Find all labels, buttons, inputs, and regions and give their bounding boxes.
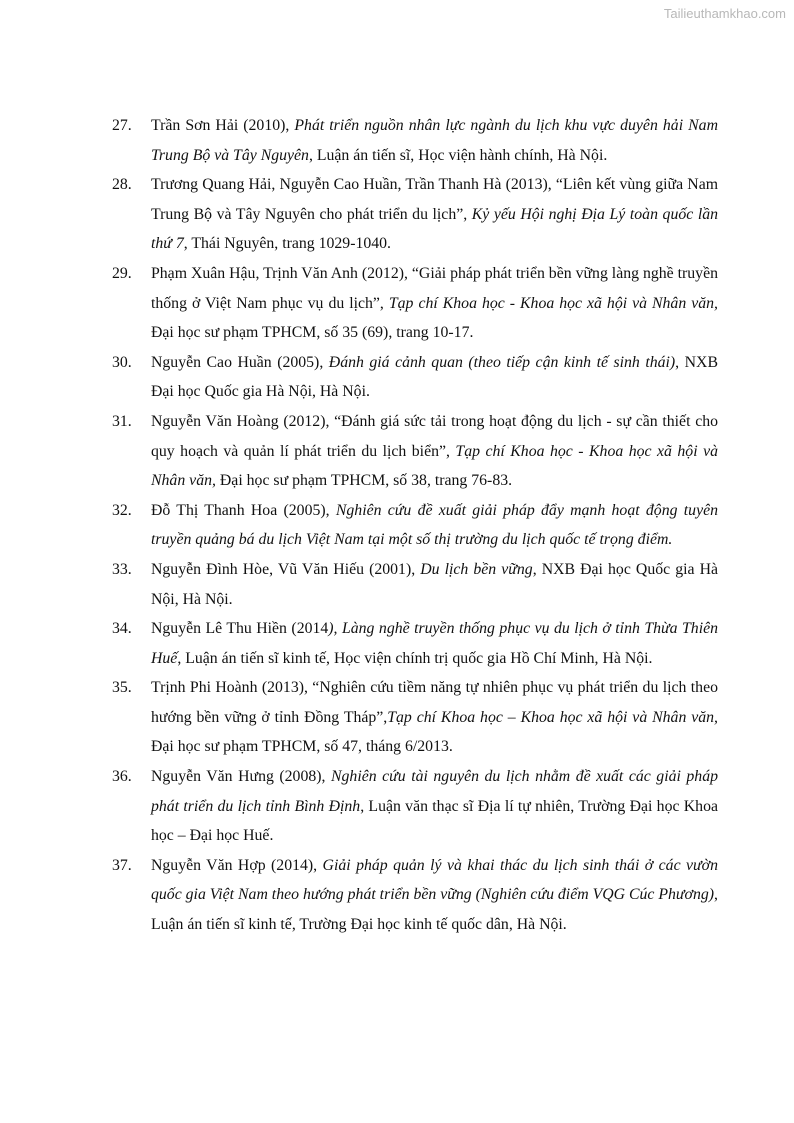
reference-list <box>112 111 718 940</box>
reference-item <box>112 851 718 940</box>
reference-item <box>112 348 718 407</box>
reference-number: 33. <box>112 560 132 578</box>
reference-item <box>112 555 718 614</box>
reference-text: Đỗ Thị Thanh Hoa (2005), <box>151 501 336 519</box>
reference-title: Kỷ yếu Hội nghị Địa Lý toàn quốc lần thứ 7 <box>151 205 718 253</box>
reference-number: 35. <box>112 679 132 697</box>
reference-number: 37. <box>112 856 132 874</box>
reference-item <box>112 111 718 170</box>
reference-item <box>112 407 718 496</box>
reference-text: , Luận án tiến sĩ, Học viện hành chính, Hà Nội. <box>308 146 608 164</box>
reference-number: 30. <box>112 353 132 371</box>
reference-text: Nguyễn Cao Huần (2005), <box>151 353 329 371</box>
reference-text: Phạm Xuân Hậu, Trịnh Văn Anh (2012), “Giải pháp phát triển bền vững làng nghề truyền thống ở Việt Nam phục vụ du lịch”, <box>151 264 718 312</box>
reference-title: Phát triển nguồn nhân lực ngành du lịch khu vực duyên hải Nam Trung Bộ và Tây Nguyên <box>151 117 718 164</box>
watermark: Tailieuthamkhao.com <box>663 6 786 21</box>
reference-text: Trần Sơn Hải (2010), <box>151 117 295 134</box>
reference-title: Đánh giá cảnh quan (theo tiếp cận kinh tế sinh thái) <box>328 353 676 371</box>
reference-text: Nguyễn Đình Hòe, Vũ Văn Hiếu (2001), <box>151 560 421 578</box>
reference-number: 27. <box>112 117 132 134</box>
reference-title: Nghiên cứu tài nguyên du lịch nhằm đề xuất các giải pháp phát triển du lịch tỉnh Bình Định <box>151 768 718 815</box>
reference-text: , NXB Đại học Quốc gia Hà Nội, Hà Nội. <box>151 560 718 608</box>
reference-item <box>112 673 718 762</box>
reference-title: Tạp chí Khoa học – Khoa học xã hội và Nhân văn, <box>387 708 718 726</box>
reference-title: Giải pháp quản lý và khai thác du lịch sinh thái ở các vườn quốc gia Việt Nam theo hướng phát triển bền vững (Nghiên cứu điểm VQG Cúc Phương) <box>151 856 718 904</box>
reference-text: Đại học sư phạm TPHCM, số 47, tháng 6/2013. <box>151 738 453 756</box>
reference-item <box>112 259 718 348</box>
reference-number: 34. <box>112 620 132 638</box>
reference-number: 28. <box>112 176 132 194</box>
reference-item <box>112 496 718 555</box>
reference-number: 32. <box>112 501 132 519</box>
reference-text: Nguyễn Văn Hợp (2014), <box>151 856 323 874</box>
reference-text: Đại học sư phạm TPHCM, số 35 (69), trang 10-17. <box>151 324 474 342</box>
reference-number: 36. <box>112 768 132 786</box>
reference-text: Nguyễn Lê Thu Hiền (2014 <box>151 620 329 638</box>
reference-title: Tạp chí Khoa học - Khoa học xã hội và Nhân văn, <box>151 442 718 490</box>
reference-text: Nguyễn Văn Hoàng (2012), “Đánh giá sức tải trong hoạt động du lịch - sự cần thiết cho quy hoạch và quản lí phát triển du lịch biển”, <box>151 412 718 460</box>
reference-title: Du lịch bền vững <box>420 560 533 578</box>
reference-text: , Luận văn thạc sĩ Địa lí tự nhiên, Trường Đại học Khoa học – Đại học Huế. <box>151 797 718 845</box>
reference-text: , Luận án tiến sĩ kinh tế, Trường Đại học kinh tế quốc dân, Hà Nội. <box>151 886 718 934</box>
reference-text: , Luận án tiến sĩ kinh tế, Học viện chính trị quốc gia Hồ Chí Minh, Hà Nội. <box>177 649 653 667</box>
reference-item <box>112 762 718 851</box>
reference-text: , NXB Đại học Quốc gia Hà Nội, Hà Nội. <box>151 353 718 401</box>
reference-text: Trương Quang Hải, Nguyễn Cao Huần, Trần Thanh Hà (2013), “Liên kết vùng giữa Nam Trung Bộ và Tây Nguyên cho phát triển du lịch”, <box>151 176 718 223</box>
reference-text: Đại học sư phạm TPHCM, số 38, trang 76-83. <box>215 472 513 490</box>
reference-text: Trịnh Phi Hoành (2013), “Nghiên cứu tiềm năng tự nhiên phục vụ phát triển du lịch theo hướng bền vững ở tỉnh Đồng Tháp”, <box>151 679 718 726</box>
reference-title: Tạp chí Khoa học - Khoa học xã hội và Nhân văn, <box>388 294 718 312</box>
reference-title: Nghiên cứu đề xuất giải pháp đẩy mạnh hoạt động tuyên truyền quảng bá du lịch Việt Nam tại một số thị trường du lịch quốc tế trọng điểm. <box>151 501 718 549</box>
reference-item <box>112 170 718 259</box>
reference-text: , Thái Nguyên, trang 1029-1040. <box>183 235 391 253</box>
reference-item <box>112 614 718 673</box>
reference-number: 29. <box>112 264 132 282</box>
reference-title: ), Làng nghề truyền thống phục vụ du lịch ở tỉnh Thừa Thiên Huế <box>151 620 718 667</box>
reference-text: Nguyễn Văn Hưng (2008), <box>151 768 331 786</box>
reference-number: 31. <box>112 412 132 430</box>
